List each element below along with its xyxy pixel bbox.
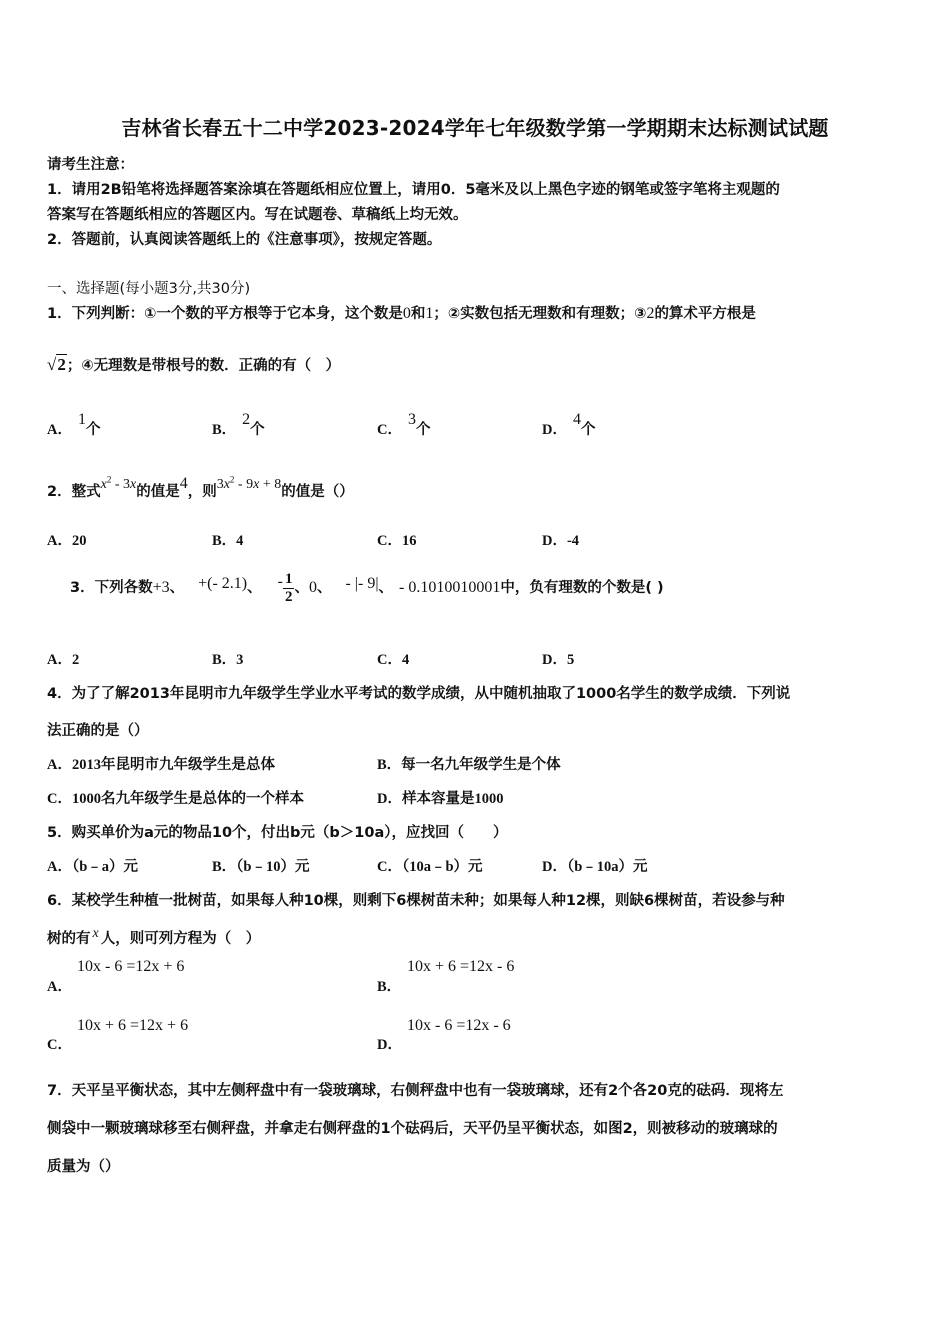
question-7-line-1: 7．天平呈平衡状态，其中左侧秤盘中有一袋玻璃球，右侧秤盘中也有一袋玻璃球，还有2个各20克的砝码．现将左 [47,1083,784,1099]
q6-option-b-letter[interactable]: B． [377,979,402,995]
q2-option-c[interactable]: C．16 [377,533,417,549]
question-3: 3．下列各数+3、 +(- 2.1)、 - $\frac{1}{2}$ 、0、 - |- 9|、 - 0.1010010001中，负有理数的个数是( ) [70,570,664,605]
q1-option-a[interactable]: A．1个 [47,411,101,438]
q5-option-a[interactable]: A．（b﹣a）元 [47,859,139,875]
q6-variable: x [92,926,99,941]
q2-text-d: 的值是（） [281,484,354,500]
q3-text-a: 3．下列各数 [70,580,153,596]
q1-option-c[interactable]: C．3个 [377,411,431,438]
q2-text-a: 2．整式 [47,484,101,500]
notice-heading: 请考生注意： [47,157,134,173]
sqrt-2: √2 [47,355,66,374]
question-1-line-2 [47,354,340,375]
q1-two: 2 [646,305,655,322]
sqrt-radicand: 2 [57,355,66,374]
q1-one: 1 [425,305,434,322]
question-2: 2．整式$x^2 - 3x$的值是4，则$3x^2 - 9x + 8$的值是（） [47,474,354,500]
q3-text-b: 中，负有理数的个数是( ) [500,580,664,596]
q5-option-b[interactable]: B．（b﹣10）元 [212,859,310,875]
question-4-line-1: 4．为了了解2013年昆明市九年级学生学业水平考试的数学成绩，从中随机抽取了1000名学生的数学成绩．下列说 [47,686,791,702]
q3-num-1: +3 [152,579,170,596]
q1-option-d[interactable]: D．4个 [542,411,596,438]
notice-line-2: 2．答题前，认真阅读答题纸上的《注意事项》，按规定答题。 [47,232,442,248]
q3-num-4: 0 [308,579,317,596]
q1-and: 和 [410,306,426,322]
question-1-line-1 [47,302,756,323]
q4-option-b[interactable]: B．每一名九年级学生是个体 [377,757,561,773]
section-heading: 一、选择题(每小题3分,共30分) [47,281,251,297]
q6-option-a-letter[interactable]: A． [47,979,72,995]
q2-option-a[interactable]: A．20 [47,533,87,549]
q2-value: 4 [179,475,188,492]
q6-option-d-letter[interactable]: D． [377,1037,402,1053]
q5-option-c[interactable]: C．（10a﹣b）元 [377,859,483,875]
question-6-line-1: 6．某校学生种植一批树苗，如果每人种10棵，则剩下6棵树苗未种；如果每人种12棵，则缺6棵树苗，若设参与种 [47,893,785,909]
q6-option-c-equation: 10x + 6 =12x + 6 [77,1017,189,1034]
q2-option-d[interactable]: D．-4 [542,533,580,549]
q6-option-d-equation: 10x - 6 =12x - 6 [407,1017,511,1034]
q3-num-6: - 0.1010010001 [399,579,501,596]
q1-zero: 0 [402,305,411,322]
question-5: 5．购买单价为a元的物品10个，付出b元（b＞10a），应找回（ ） [47,825,508,841]
q6-option-b-equation: 10x + 6 =12x - 6 [407,958,515,975]
q1-text-a: 1．下列判断：①一个数的平方根等于它本身，这个数是 [47,306,403,322]
q1-text-c: 的算术平方根是 [654,306,756,322]
q3-num-2: +(- 2.1) [198,575,248,592]
q6-option-c-letter[interactable]: C． [47,1037,72,1053]
notice-line-1b: 答案写在答题纸相应的答题区内。写在试题卷、草稿纸上均无效。 [47,207,468,223]
notice-line-1a: 1．请用2B铅笔将选择题答案涂填在答题纸相应位置上，请用0．5毫米及以上黑色字迹的钢笔或签字笔将主观题的 [47,182,780,198]
q3-num-5: - |- 9| [345,575,379,592]
question-7-line-2: 侧袋中一颗玻璃球移至右侧秤盘，并拿走右侧秤盘的1个砝码后，天平仍呈平衡状态，如图2，则被移动的玻璃球的 [47,1121,778,1137]
q3-fraction: $\frac{1}{2}$ [284,570,293,605]
q4-option-d[interactable]: D．样本容量是1000 [377,791,504,807]
q1-text-d: ；④无理数是带根号的数．正确的有（ ） [66,358,341,374]
q6-option-a-equation: 10x - 6 =12x + 6 [77,958,185,975]
q2-text-c: ，则 [187,484,217,500]
q4-option-c[interactable]: C．1000名九年级学生是总体的一个样本 [47,791,304,807]
q3-option-d[interactable]: D．5 [542,652,575,668]
page-title: 吉林省长春五十二中学2023-2024学年七年级数学第一学期期末达标测试试题 [121,116,829,140]
q4-option-a[interactable]: A．2013年昆明市九年级学生是总体 [47,757,275,773]
question-4-line-2: 法正确的是（） [47,723,149,739]
q1-option-b[interactable]: B．2个 [212,411,265,438]
q3-option-b[interactable]: B．3 [212,652,244,668]
question-7-line-3: 质量为（） [47,1159,120,1175]
q2-text-b: 的值是 [136,484,180,500]
question-6-line-2: 树的有 x 人，则可列方程为（ ） [47,926,261,947]
q2-option-b[interactable]: B．4 [212,533,244,549]
q5-option-d[interactable]: D．（b﹣10a）元 [542,859,648,875]
q1-text-b: ；②实数包括无理数和有理数；③ [433,306,647,322]
q3-option-a[interactable]: A．2 [47,652,80,668]
q3-option-c[interactable]: C．4 [377,652,410,668]
